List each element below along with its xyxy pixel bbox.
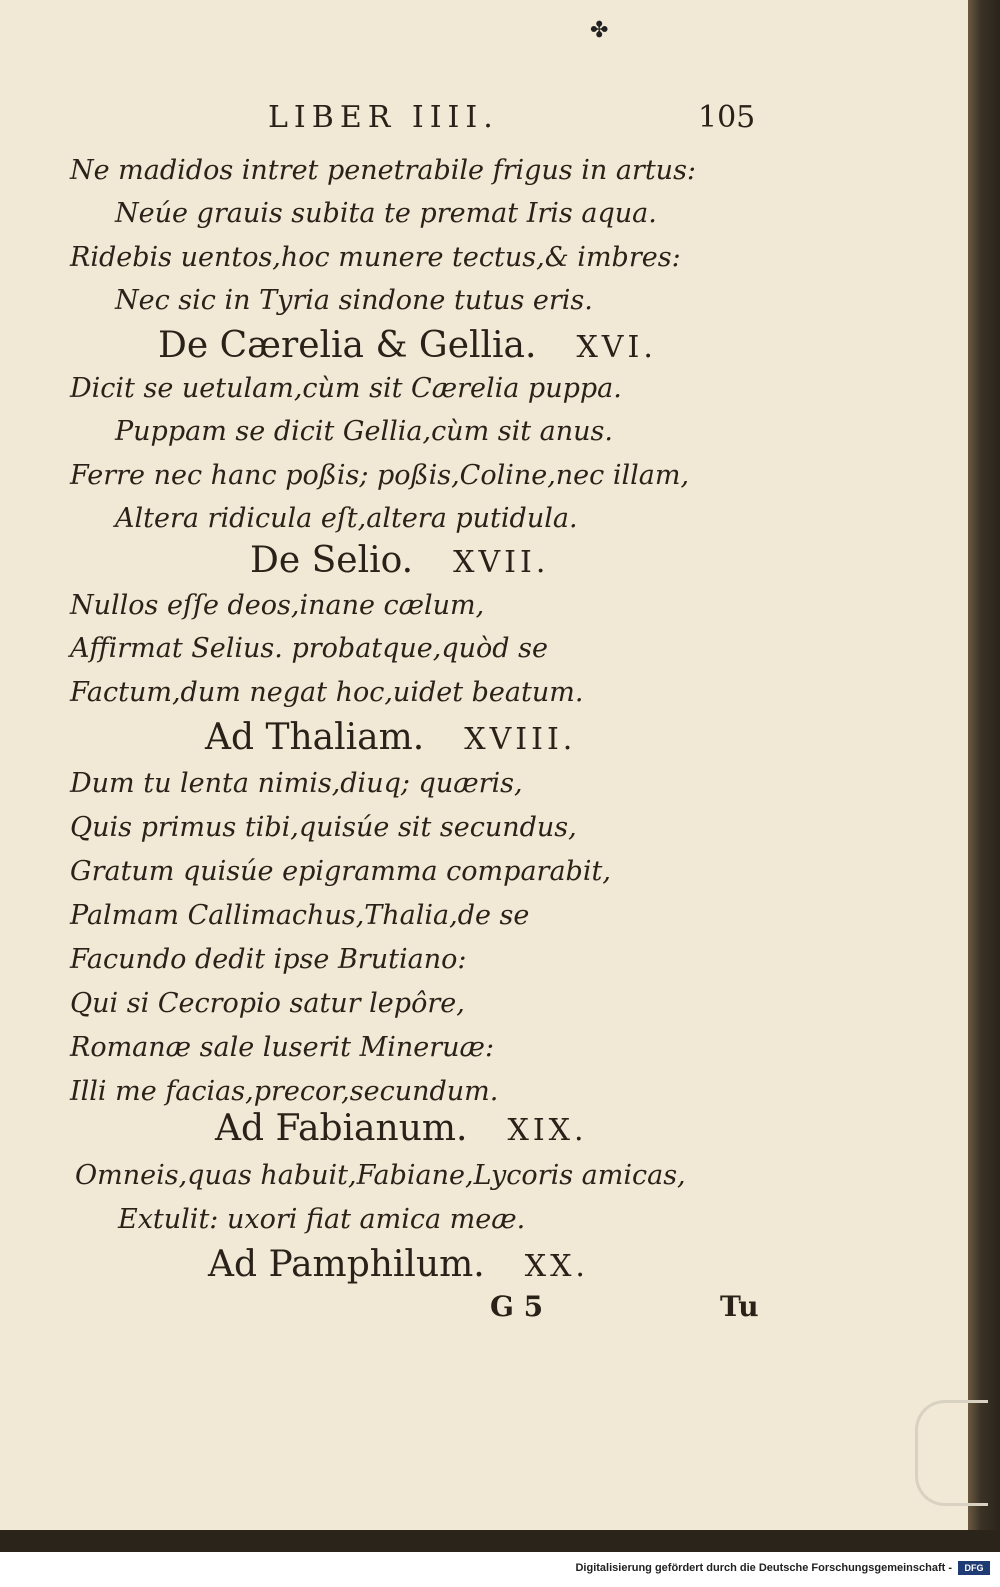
funding-credit: Digitalisierung gefördert durch die Deutsche Forschungsgemeinschaft - <box>575 1562 952 1574</box>
catchword: Tu <box>720 1290 759 1323</box>
heading-title: De Cærelia & Gellia. <box>158 325 537 366</box>
epigram-heading <box>208 1244 589 1285</box>
verse-line: Factum,dum negat hoc,uidet beatum. <box>70 677 584 708</box>
verse-line: Altera ridicula eſt,altera putidula. <box>115 503 578 534</box>
book-edge <box>968 0 1000 1548</box>
verse-line: Dum tu lenta nimis,diuq; quæris, <box>70 768 523 799</box>
ornament-icon: ✤ <box>590 18 609 43</box>
heading-number: XX. <box>524 1249 589 1284</box>
verse-line: Nullos eſſe deos,inane cælum, <box>70 590 485 621</box>
clasp-mark <box>915 1400 988 1506</box>
verse-line: Ne madidos intret penetrabile frigus in artus: <box>70 155 697 186</box>
epigram-heading <box>205 717 576 758</box>
verse-line: Omneis,quas habuit,Fabiane,Lycoris amicas, <box>75 1160 686 1191</box>
heading-title: De Selio. <box>250 540 414 581</box>
heading-number: XVI. <box>576 330 657 365</box>
page-number: 105 <box>698 100 756 135</box>
verse-line: Facundo dedit ipse Brutiano: <box>70 944 467 975</box>
dfg-logo: DFG <box>958 1561 990 1575</box>
verse-line: Ridebis uentos,hoc munere tectus,& imbres: <box>70 242 681 273</box>
epigram-heading <box>250 540 549 581</box>
heading-number: XVIII. <box>464 722 577 757</box>
verse-line: Illi me facias,precor,secundum. <box>70 1076 499 1107</box>
verse-line: Ferre nec hanc poßis; poßis,Coline,nec illam, <box>70 460 690 491</box>
verse-line: Romanæ sale luserit Mineruæ: <box>70 1032 495 1063</box>
verse-line: Palmam Callimachus,Thalia,de se <box>70 900 530 931</box>
heading-title: Ad Pamphilum. <box>208 1244 485 1285</box>
scan-border <box>0 1530 1000 1552</box>
verse-line: Quis primus tibi,quisúe sit secundus, <box>70 812 577 843</box>
verse-line: Neúe grauis subita te premat Iris aqua. <box>115 198 657 229</box>
verse-line: Qui si Cecropio satur lepôre, <box>70 988 465 1019</box>
verse-line: Nec sic in Tyria sindone tutus eris. <box>115 285 593 316</box>
verse-line: Dicit se uetulam,cùm sit Cærelia puppa. <box>70 373 622 404</box>
footer-bar <box>0 1552 1000 1587</box>
verse-line: Extulit: uxori fiat amica meæ. <box>118 1204 526 1235</box>
signature-mark: G 5 <box>490 1290 544 1323</box>
heading-title: Ad Thaliam. <box>205 717 425 758</box>
heading-number: XVII. <box>453 545 550 580</box>
running-head: LIBER IIII. <box>268 100 499 135</box>
heading-title: Ad Fabianum. <box>215 1108 468 1149</box>
verse-line: Gratum quisúe epigramma comparabit, <box>70 856 611 887</box>
verse-line: Affirmat Selius. probatque,quòd se <box>70 633 548 664</box>
epigram-heading <box>215 1108 588 1149</box>
epigram-heading <box>158 325 657 366</box>
verse-line: Puppam se dicit Gellia,cùm sit anus. <box>115 416 613 447</box>
heading-number: XIX. <box>507 1113 588 1148</box>
